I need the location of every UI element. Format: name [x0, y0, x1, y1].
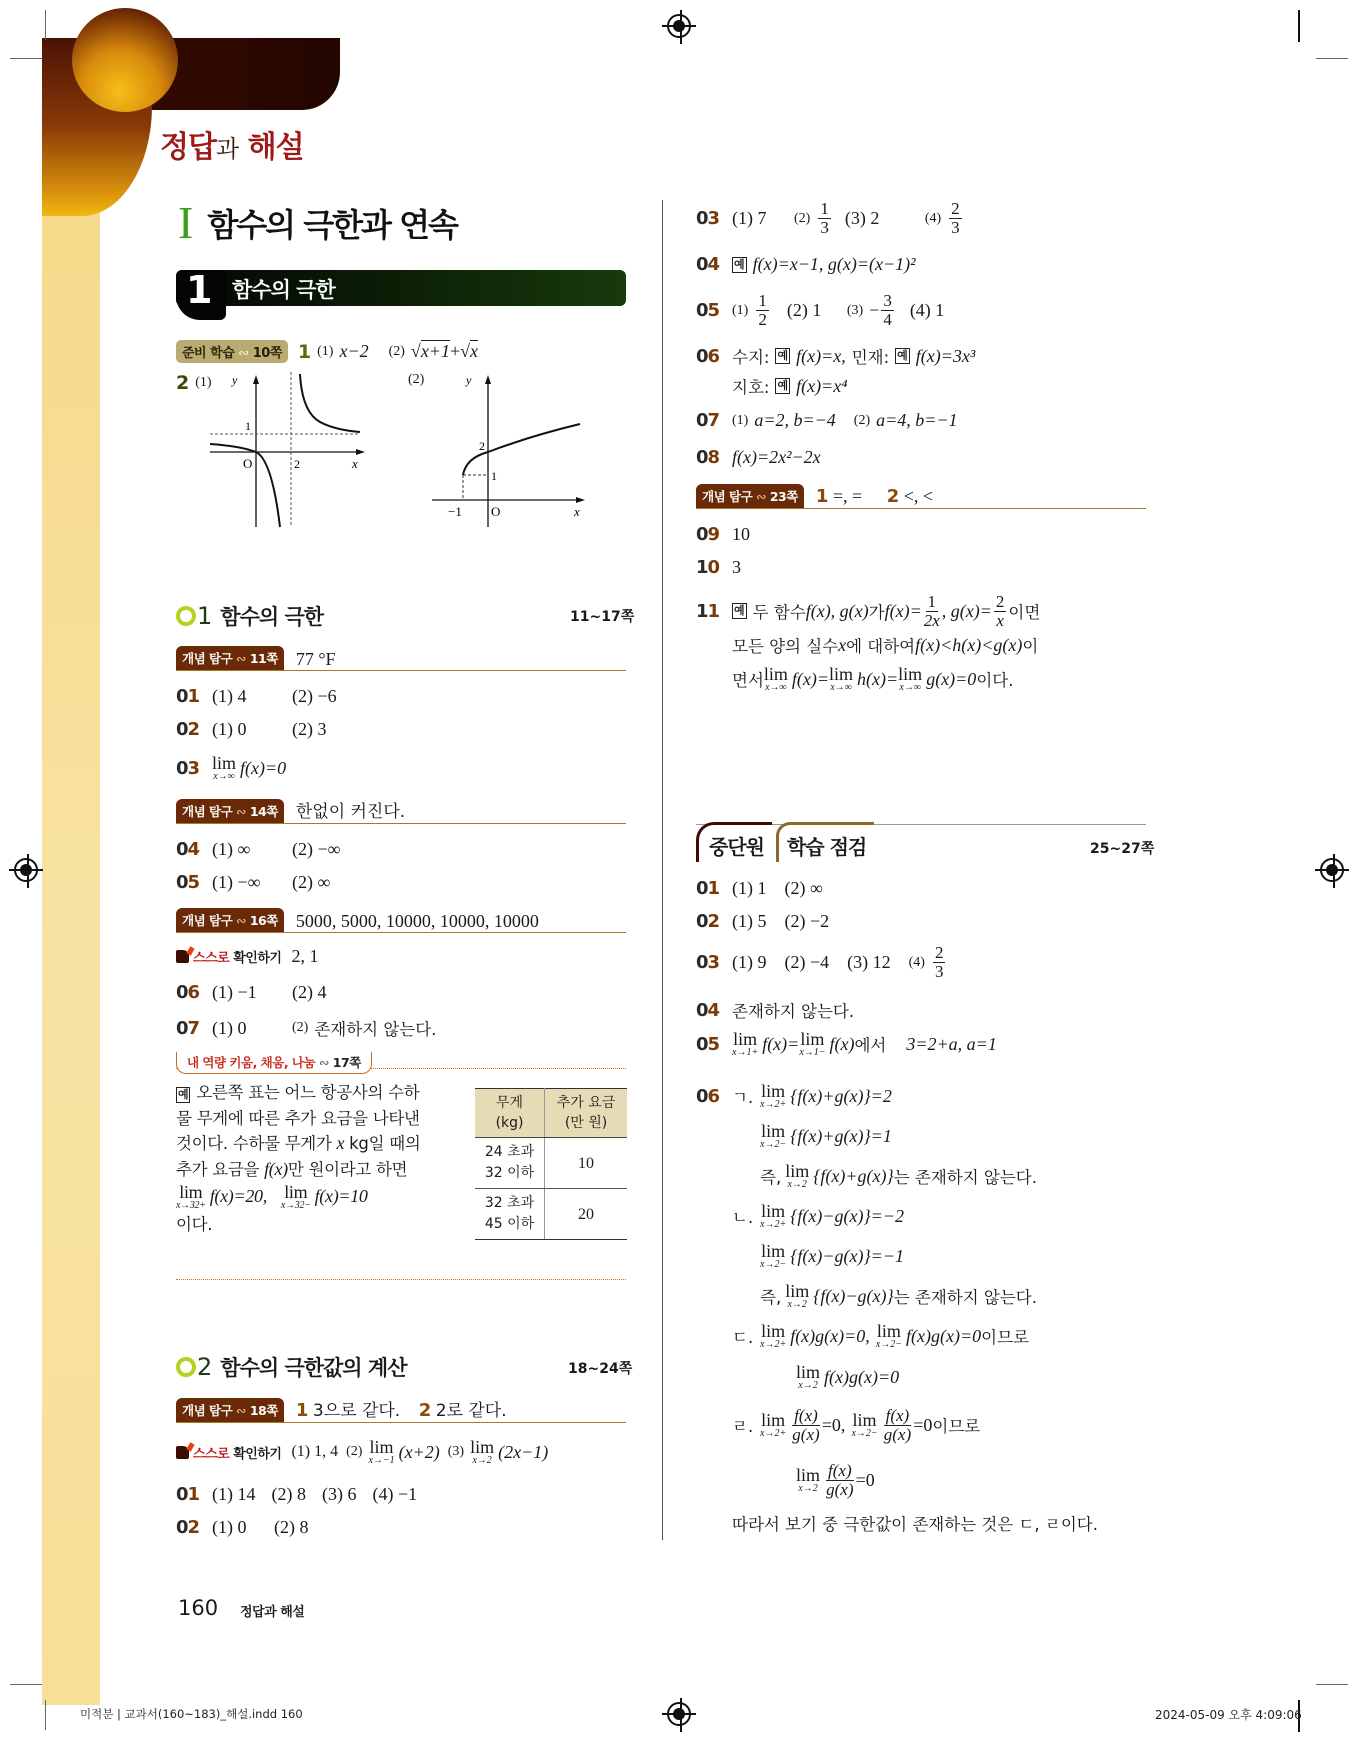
concept-row	[176, 799, 626, 824]
link-icon: ∾	[238, 346, 249, 361]
page-label: 정답과 해설	[240, 1605, 305, 1620]
table-header: 추가 요금 (만 원)	[545, 1089, 627, 1138]
answer-part: (1) 0	[212, 1517, 247, 1537]
answer-row-06	[176, 982, 327, 1003]
section-number: 1	[197, 602, 213, 630]
answer-part: (1) −1	[212, 982, 257, 1002]
crop-mark	[1298, 10, 1300, 42]
student-name: 수지:	[732, 348, 770, 367]
limit-expression: lim x→2	[470, 1437, 495, 1466]
graph-rational-function	[210, 372, 370, 532]
registration-mark-icon	[667, 1702, 691, 1726]
answer-row-07	[696, 410, 958, 431]
svg-text:−1: −1	[448, 504, 462, 519]
fraction: $\frac{2}{3}$	[951, 199, 960, 237]
chapter-title: 함수의 극한과 연속	[207, 205, 457, 244]
question-number: 2	[176, 372, 190, 394]
example-badge-icon: 예	[777, 379, 789, 392]
example-badge-icon: 예	[897, 349, 908, 362]
section-page-range: 11~17쪽	[570, 609, 635, 625]
mid-answer-03: 03 (1) 9 (2) −4 (3) 12 (4) $\frac{2}{3}$	[696, 943, 944, 981]
question-number: 04	[176, 839, 200, 860]
mid-answer-01: 01 (1) 1 (2) ∞	[696, 878, 823, 899]
question-number: 02	[176, 1517, 200, 1538]
svg-text:y: y	[466, 373, 472, 387]
part-label: (2)	[794, 210, 811, 226]
table-header: 무게 (kg)	[475, 1089, 545, 1138]
svg-text:1: 1	[245, 419, 251, 433]
answer-part: (2) −6	[292, 686, 337, 706]
answer-part: (1) 7	[732, 208, 767, 228]
svg-text:2: 2	[294, 457, 300, 471]
answer-value: a=2, b=−4	[754, 410, 836, 430]
graph-sqrt-function	[430, 372, 590, 532]
answer-row-04	[176, 839, 340, 860]
question-number: 06	[696, 345, 720, 367]
table-row: 32 초과 45 이하 20	[475, 1189, 627, 1240]
question-number: 03	[696, 208, 720, 229]
crop-mark	[45, 10, 46, 40]
part-label: (1)	[732, 412, 749, 428]
header-sun-decoration	[72, 8, 178, 112]
concept-badge: 개념 탐구 ∾ 11쪽	[176, 646, 284, 670]
part-label: (1)	[732, 302, 749, 318]
answer-row-05: 05 (1) $\frac{1}{2}$ (2) 1 (3) − $\frac{3}{4}$ (4) 1	[696, 291, 945, 329]
section-ring-icon	[176, 1357, 196, 1377]
mid-answer-04: 04 존재하지 않는다.	[696, 999, 855, 1021]
selfcheck-row	[176, 1438, 548, 1466]
answer-part: (2) 1	[786, 300, 822, 320]
part-label: (2)	[853, 412, 871, 428]
answer-row-07	[176, 1016, 436, 1040]
answer-row-09	[696, 524, 750, 545]
link-icon: ∾	[318, 1055, 329, 1070]
mid-answer-05: 05 lim x→1+ f(x)= lim x→1− f(x) 에서 3=2+a, a=1	[696, 1029, 997, 1058]
answer-part: (2) −∞	[292, 839, 341, 859]
crop-mark	[45, 1700, 46, 1730]
registration-mark-icon	[667, 14, 691, 38]
answer-value: (2x−1)	[498, 1441, 549, 1462]
svg-text:x: x	[352, 456, 358, 471]
answer-part: (1) 14	[212, 1484, 256, 1504]
question-number: 06	[176, 982, 200, 1003]
concept-answer: 2로 같다.	[435, 1401, 507, 1421]
svg-text:1: 1	[491, 469, 497, 483]
selfcheck-row	[176, 946, 318, 967]
answer-value: a=4, b=−1	[876, 410, 958, 430]
section-1-heading	[176, 601, 323, 631]
part-label: (1)	[195, 375, 212, 390]
question-number: 09	[696, 524, 720, 545]
title-and: 과	[215, 135, 239, 163]
part-label: (4)	[924, 210, 942, 226]
answer-part: (1) 0	[212, 1017, 247, 1038]
section-number: 2	[197, 1353, 213, 1381]
conclusion-text: 따라서 보기 중 극한값이 존재하는 것은 ㄷ, ㄹ이다.	[732, 1515, 1098, 1534]
part-label: (2)	[292, 1020, 309, 1035]
concept-badge: 개념 탐구 ∾ 16쪽	[176, 908, 284, 932]
link-icon: ∾	[236, 913, 246, 928]
unit-title: 함수의 극한	[232, 278, 335, 302]
registration-mark-icon	[14, 858, 38, 882]
example-badge-icon: 예	[734, 257, 745, 271]
chapter-heading	[178, 196, 457, 249]
answer-row-01	[176, 1484, 417, 1505]
answer-row-10	[696, 557, 741, 578]
student-name: 지호:	[732, 378, 770, 397]
selfcheck-answer: 2, 1	[291, 946, 319, 966]
svg-text:2: 2	[479, 439, 485, 453]
selfcheck-label: 스스로 확인하기	[176, 1443, 281, 1462]
answer-part: (2) ∞	[292, 872, 331, 892]
capacity-explanation: 예 오른쪽 표는 어느 항공사의 수하 물 무게에 따른 추가 요금을 나타낸 것이다. 수하물 무게가 x kg일 때의 추가 요금을 f(x)만 원이라고 하면 lim x→32+ f(x)=20, lim x→32− f(x)=10 이다.	[176, 1083, 421, 1234]
registration-mark-icon	[1320, 858, 1344, 882]
question-number: 03	[696, 952, 720, 973]
question-number: 07	[176, 1017, 200, 1039]
example-badge-icon: 예	[178, 1088, 189, 1101]
crop-mark	[1316, 1684, 1348, 1685]
limit-expression: lim x→−1	[368, 1437, 395, 1466]
sqrt-expression: √x+1+√x	[410, 341, 478, 361]
fraction: $\frac{3}{4}$	[883, 291, 892, 329]
answer-row-04	[696, 254, 916, 275]
svg-text:y: y	[232, 373, 238, 387]
question-number: 01	[176, 686, 200, 707]
answer-part: 존재하지 않는다.	[314, 1020, 437, 1039]
baggage-fee-table	[475, 1088, 627, 1240]
answer-value: f(x)=x⁴	[796, 375, 848, 396]
answer-row-02	[176, 719, 327, 740]
hand-pointer-icon	[176, 1446, 189, 1459]
answer-part: (1) −∞	[212, 872, 261, 892]
answer-value: (x+2)	[398, 1441, 440, 1462]
concept-badge: 개념 탐구 ∾ 18쪽	[176, 1398, 284, 1422]
svg-text:O: O	[491, 504, 501, 519]
concept-answer: 77 °F	[295, 649, 336, 669]
example-badge-icon: 예	[777, 349, 789, 362]
selfcheck-label: 스스로 확인하기	[176, 947, 281, 966]
part-label: (3)	[846, 302, 864, 318]
question-number: 04	[696, 999, 720, 1021]
question-number: 01	[696, 878, 720, 899]
answer-row-01	[176, 686, 337, 707]
concept-answer: 한없이 커진다.	[295, 802, 406, 822]
concept-badge: 개념 탐구 ∾ 23쪽	[696, 484, 804, 508]
svg-text:O: O	[243, 456, 253, 471]
part-label: (3)	[447, 1444, 465, 1459]
concept-row	[176, 646, 626, 671]
concept-answer: <, <	[903, 486, 934, 506]
question-number: 05	[696, 1033, 720, 1055]
title-answer: 정답	[160, 130, 216, 165]
question-number: 10	[696, 557, 720, 578]
link-icon: ∾	[236, 651, 246, 666]
section-title: 함수의 극한	[220, 605, 324, 629]
crop-mark	[10, 1684, 42, 1685]
answer-value: f(x)=0	[240, 757, 287, 778]
answer-part: (1) 1, 4	[291, 1443, 339, 1460]
answer-row-05	[176, 872, 330, 893]
prep-row-2b	[408, 372, 430, 388]
crop-mark	[10, 58, 42, 59]
answer-part: (1) 4	[212, 686, 247, 706]
question-number: 07	[696, 410, 720, 431]
concept-answer: =, =	[832, 486, 863, 506]
question-number: 02	[176, 719, 200, 740]
answer-part: (3) 6	[322, 1484, 357, 1504]
answer-row-02	[176, 1517, 309, 1538]
column-divider	[662, 200, 663, 1540]
midcheck-tab-2: 학습 점검	[776, 822, 874, 862]
answer-block-11: 11 예 두 함수 f(x), g(x) 가 f(x)= $\frac{1}{2x}$ , g(x)= $\frac{2}{x}$ 이면 모든 양의 실수 x 에 대하여 f(x)<h(x)<g(x) 이 면서 lim x→∞ f(x)= lim x→∞ h(x)= lim x→∞ g(x)=0 이다.	[696, 591, 1041, 693]
answer-value: f(x)=2x²−2x	[732, 447, 821, 467]
print-timestamp: 2024-05-09 오후 4:09:06	[1155, 1708, 1302, 1722]
answer-row-06	[696, 344, 975, 368]
page-number: 160	[178, 1596, 219, 1620]
fraction: $\frac{1}{2}$	[758, 291, 767, 329]
part-label: (2)	[346, 1444, 363, 1459]
question-number: 03	[176, 757, 200, 779]
prep-row-1	[176, 340, 478, 363]
section-title: 함수의 극한값의 계산	[220, 1356, 407, 1380]
title-explanation: 해설	[247, 130, 304, 165]
answer-part: (2) 3	[292, 719, 327, 739]
answer-row-03	[176, 754, 286, 782]
concept-badge: 개념 탐구 ∾ 14쪽	[176, 799, 284, 823]
question-number: 01	[176, 1484, 200, 1505]
answer-part: (1) ∞	[212, 839, 251, 859]
question-number: 05	[696, 300, 720, 321]
answer-part: (4) −1	[372, 1484, 418, 1504]
hand-pointer-icon	[176, 950, 189, 963]
mid-answer-02: 02 (1) 5 (2) −2	[696, 911, 830, 932]
concept-row: 개념 탐구 ∾ 18쪽 1 3으로 같다. 2 2로 같다.	[176, 1398, 626, 1423]
answer-row-08	[696, 447, 821, 468]
part-label: (2)	[408, 372, 425, 387]
part-label: (2)	[388, 343, 405, 359]
link-icon: ∾	[236, 1403, 246, 1418]
question-number: 1	[297, 340, 312, 363]
question-number: 06	[696, 1085, 720, 1107]
answer-value: x−2	[339, 341, 369, 361]
answer-part: (4) 1	[909, 300, 945, 320]
document-header-title	[160, 122, 304, 166]
concept-answer: 5000, 5000, 10000, 10000, 10000	[295, 911, 539, 931]
answer-value: f(x)=x,	[796, 345, 846, 366]
part-label: (1)	[317, 343, 334, 359]
question-number: 08	[696, 447, 720, 468]
svg-text:x: x	[574, 504, 580, 519]
answer-part: (2) 8	[274, 1517, 309, 1537]
question-number: 02	[696, 911, 720, 932]
answer-value: f(x)=x−1, g(x)=(x−1)²	[752, 254, 916, 274]
concept-answer: 3으로 같다.	[312, 1401, 401, 1421]
margin-color-strip	[42, 200, 100, 1705]
chapter-numeral: I	[178, 197, 194, 248]
concept-row: 개념 탐구 ∾ 23쪽 1 =, = 2 <, <	[696, 484, 1146, 509]
section-ring-icon	[176, 606, 196, 626]
student-name: 민재:	[851, 348, 890, 367]
answer-row-06b	[732, 374, 847, 398]
mid-answer-06: 06 ㄱ. lim x→2+ {f(x)+g(x)}=2 lim x→2− {f(x)+g(x)}=1 즉, lim x→2 {f(x)+g(x)} 는 존재하지 않는다. ㄴ. lim x→2+ {f(x)−g(x)}=−2 lim x→2− {f(x)−g(x)}=−1 즉, lim x→2 {f(x)−g(x)} 는 존재하지 않는다. ㄷ. lim x→2+ f(x)g(x)=0, lim x→2− f(x)g(x)=0 이므로 lim x→2 f(x)g(x)=0 ㄹ. lim x→2+ $\frac{f(x)}{g(x)}$ =0, lim x→2− $\frac{f(x)}{g(x)}$ =0 이므로 lim x→2 $\frac{f(x)}{g(x)}$ =0 따라서 보기 중 극한값이 존재하는 것은 ㄷ, ㄹ이다.	[696, 1081, 1098, 1534]
answer-part: (2) 8	[271, 1484, 306, 1504]
answer-part: (1) 0	[212, 719, 247, 739]
limit-expression: lim x→∞	[212, 753, 237, 782]
table-row: 24 초과 32 이하 10	[475, 1138, 627, 1189]
section-page-range: 25~27쪽	[1090, 841, 1155, 857]
section-page-range: 18~24쪽	[568, 1361, 633, 1377]
answer-part: (2) 4	[292, 982, 327, 1002]
midcheck-tab-1: 중단원	[696, 822, 772, 862]
concept-row	[176, 908, 626, 933]
answer-value: f(x)=3x³	[915, 345, 976, 366]
link-icon: ∾	[236, 804, 246, 819]
crop-mark	[1316, 58, 1348, 59]
question-number: 05	[176, 872, 200, 893]
question-number: 04	[696, 254, 720, 275]
section-2-heading	[176, 1352, 406, 1382]
fraction: $\frac{1}{3}$	[820, 199, 829, 237]
question-number: 11	[696, 600, 720, 622]
answer-value: 10	[732, 524, 750, 544]
print-file-slug: 미적분 | 교과서(160~183)_해설.indd 160	[80, 1707, 303, 1721]
example-badge-icon: 예	[734, 604, 745, 617]
link-icon: ∾	[756, 489, 766, 504]
midcheck-heading	[696, 822, 874, 862]
answer-row-03	[696, 200, 964, 237]
answer-part: (3) 2	[844, 208, 880, 228]
unit-number: 1	[186, 268, 213, 312]
prep-badge: 준비 학습 ∾ 10쪽	[176, 340, 288, 363]
answer-value: 3	[732, 557, 741, 577]
capacity-tab: 내 역량 키움, 채움, 나눔 ∾ 17쪽	[176, 1052, 372, 1074]
